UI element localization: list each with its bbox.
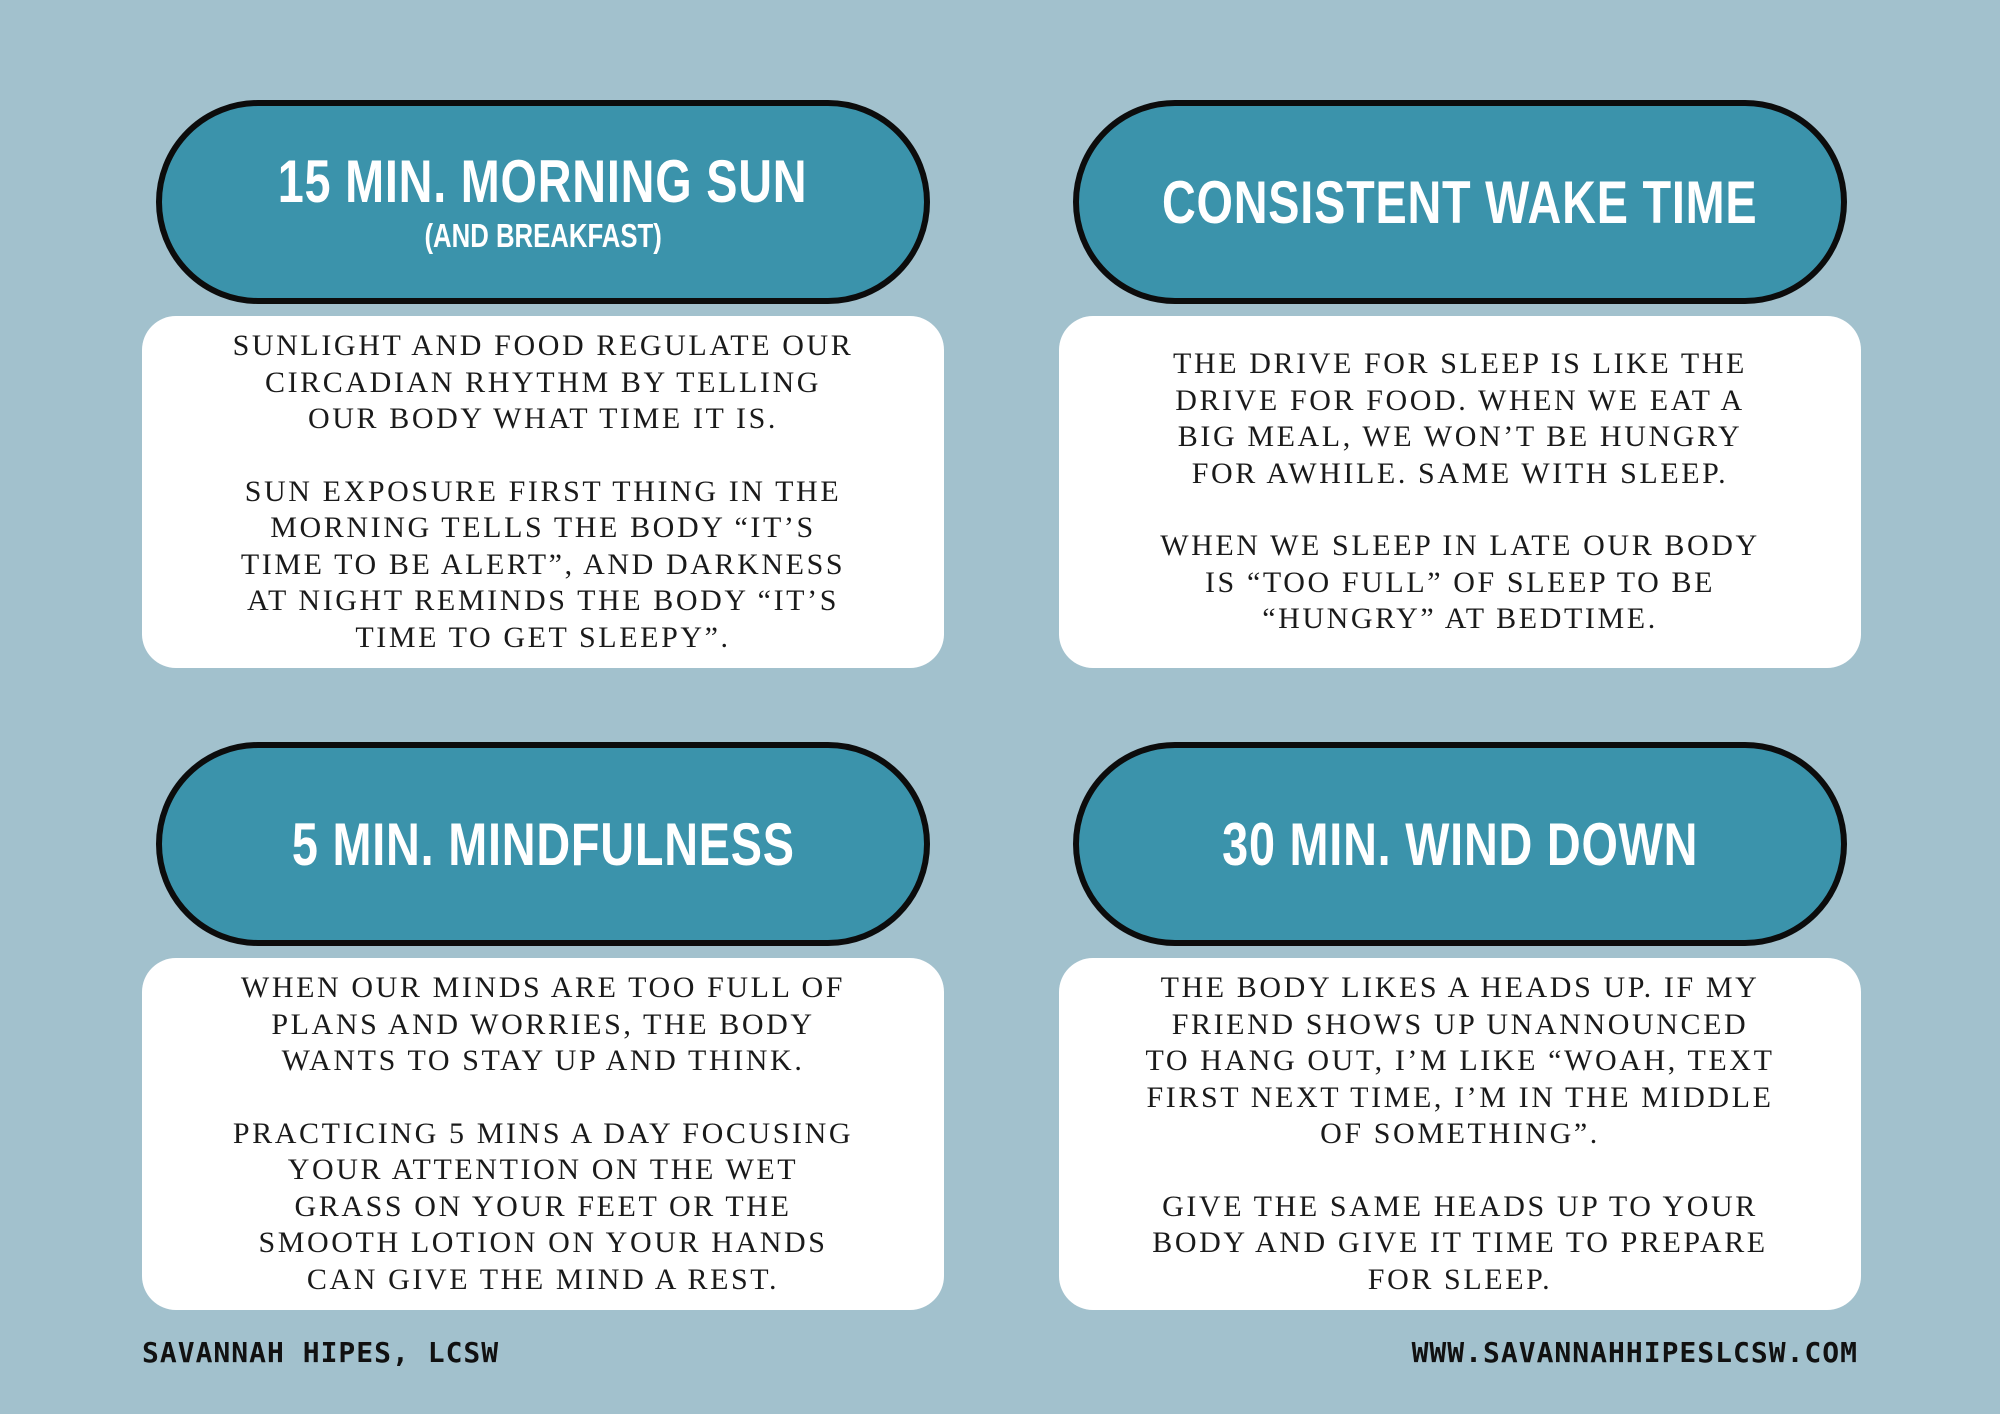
title-pill xyxy=(1073,742,1847,946)
card-title: 5 MIN. MINDFULNESS xyxy=(291,810,795,878)
card-paragraph: WHEN WE SLEEP IN LATE OUR BODY IS “TOO FULL” OF SLEEP TO BE “HUNGRY” AT BEDTIME. xyxy=(1160,529,1760,636)
card-title: 15 MIN. MORNING SUN xyxy=(278,147,808,215)
title-pill xyxy=(156,742,930,946)
card-paragraph: GIVE THE SAME HEADS UP TO YOUR BODY AND GIVE IT TIME TO PREPARE FOR SLEEP. xyxy=(1152,1189,1768,1296)
card-body xyxy=(142,316,944,668)
title-pill xyxy=(1073,100,1847,304)
card-paragraph: THE DRIVE FOR SLEEP IS LIKE THE DRIVE FOR FOOD. WHEN WE EAT A BIG MEAL, WE WON’T BE HUNGRY FOR AWHILE. SAME WITH SLEEP. xyxy=(1173,347,1747,490)
card-paragraph: WHEN OUR MINDS ARE TOO FULL OF PLANS AND WORRIES, THE BODY WANTS TO STAY UP AND THINK. xyxy=(240,971,846,1077)
footer-website[interactable]: WWW.SAVANNAHHIPESLCSW.COM xyxy=(1411,1336,1858,1369)
card-body xyxy=(142,958,944,1310)
card-body xyxy=(1059,316,1861,668)
card-body xyxy=(1059,958,1861,1310)
title-pill xyxy=(156,100,930,304)
card-title: 30 MIN. WIND DOWN xyxy=(1221,810,1699,878)
card-paragraph: THE BODY LIKES A HEADS UP. IF MY FRIEND SHOWS UP UNANNOUNCED TO HANG OUT, I’M LIKE “WOAH, TEXT FIRST NEXT TIME, I’M IN THE MIDDLE OF SOMETHING”. xyxy=(1145,971,1775,1150)
card-paragraph: SUN EXPOSURE FIRST THING IN THE MORNING TELLS THE BODY “IT’S TIME TO BE ALERT”, AND DARKNESS AT NIGHT REMINDS THE BODY “IT’S TIME TO GET SLEEPY”. xyxy=(240,474,846,654)
footer-author: SAVANNAH HIPES, LCSW xyxy=(142,1336,500,1369)
card-subtitle: (AND BREAKFAST) xyxy=(424,216,662,254)
card-paragraph: SUNLIGHT AND FOOD REGULATE OUR CIRCADIAN RHYTHM BY TELLING OUR BODY WHAT TIME IT IS. xyxy=(232,329,854,435)
card-title: CONSISTENT WAKE TIME xyxy=(1162,168,1758,236)
card-paragraph: PRACTICING 5 MINS A DAY FOCUSING YOUR ATTENTION ON THE WET GRASS ON YOUR FEET OR THE SMOOTH LOTION ON YOUR HANDS CAN GIVE THE MIND A REST. xyxy=(232,1116,854,1296)
